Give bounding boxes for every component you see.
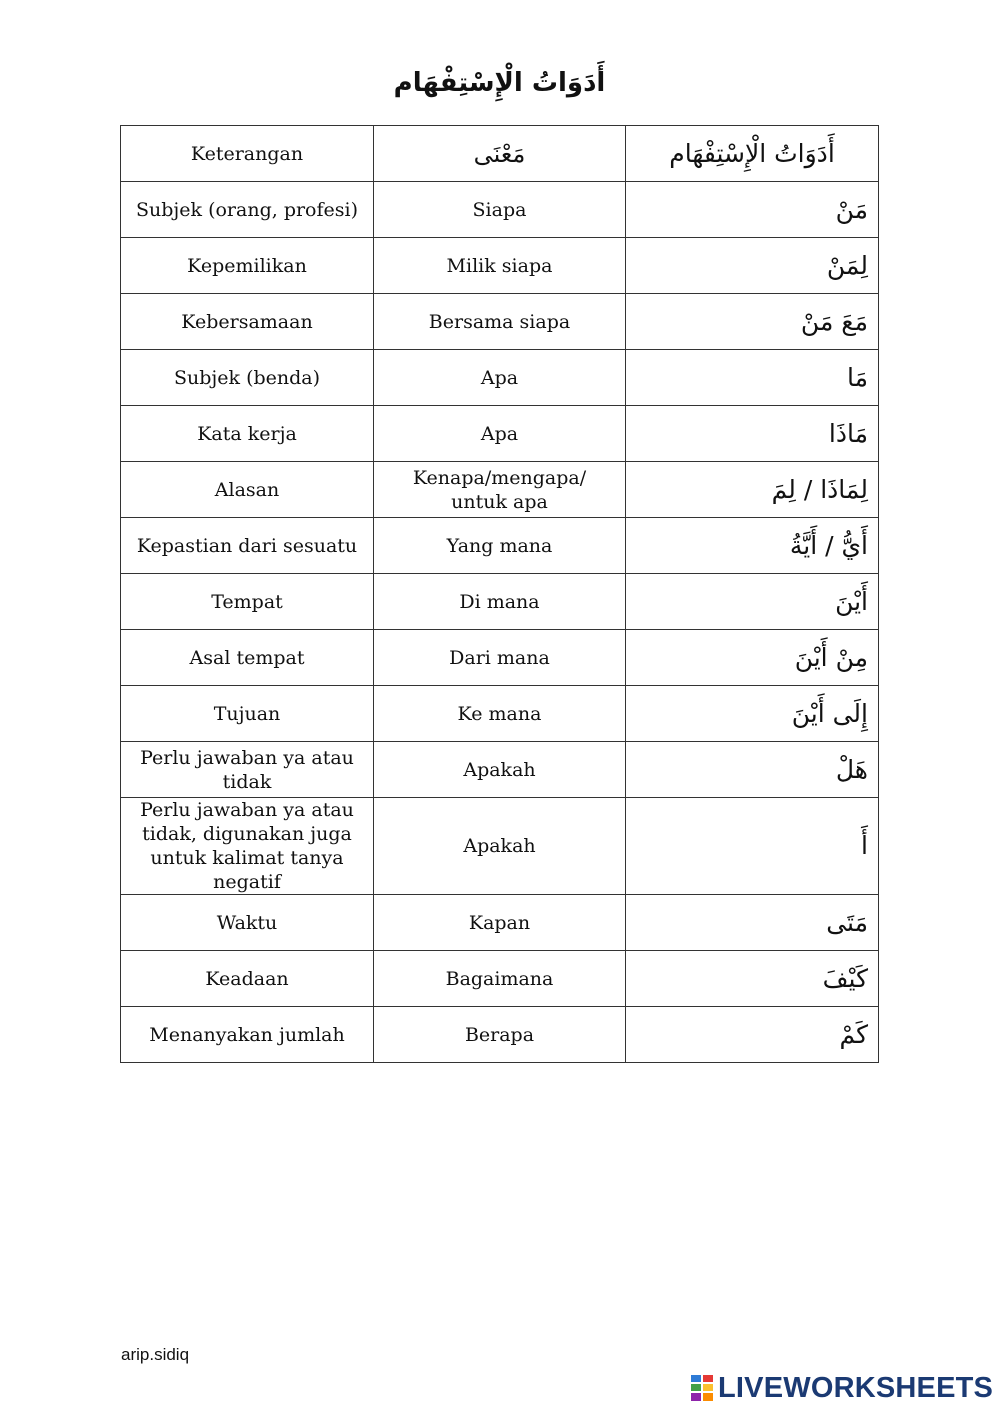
row-keterangan: Subjek (benda) [121, 350, 374, 406]
row-arabic: كَمْ [626, 1007, 879, 1063]
brand-wordmark: LIVEWORKSHEETS [718, 1371, 994, 1404]
row-keterangan: Tempat [121, 574, 374, 630]
logo-block [691, 1393, 701, 1401]
table-row [121, 182, 879, 238]
row-makna: Apa [374, 406, 626, 462]
row-makna: Apa [374, 350, 626, 406]
row-keterangan: Kata kerja [121, 406, 374, 462]
row-arabic: إِلَى أَيْنَ [626, 686, 879, 742]
row-makna: Kenapa/mengapa/ untuk apa [374, 462, 626, 518]
header-adawat: أَدَوَاتُ الْإِسْتِفْهَام [626, 126, 879, 182]
row-arabic: أَيْنَ [626, 574, 879, 630]
row-keterangan: Menanyakan jumlah [121, 1007, 374, 1063]
row-arabic: أَيُّ / أَيَّةُ [626, 518, 879, 574]
row-makna: Bagaimana [374, 951, 626, 1007]
header-makna: مَعْنَى [374, 126, 626, 182]
liveworksheets-logo-icon [690, 1374, 714, 1402]
table-row [121, 462, 879, 518]
row-keterangan: Perlu jawaban ya atau tidak, digunakan juga untuk kalimat tanya negatif [121, 798, 374, 895]
row-arabic: مَنْ [626, 182, 879, 238]
row-keterangan: Tujuan [121, 686, 374, 742]
logo-block [691, 1375, 701, 1382]
row-makna: Apakah [374, 742, 626, 798]
row-arabic: مَعَ مَنْ [626, 294, 879, 350]
row-keterangan: Perlu jawaban ya atau tidak [121, 742, 374, 798]
logo-block [691, 1384, 701, 1391]
row-keterangan: Kepemilikan [121, 238, 374, 294]
row-makna: Ke mana [374, 686, 626, 742]
logo-block [703, 1393, 713, 1401]
row-arabic: مَتَى [626, 895, 879, 951]
table-row [121, 294, 879, 350]
table-row [121, 518, 879, 574]
table-row [121, 630, 879, 686]
row-arabic: كَيْفَ [626, 951, 879, 1007]
row-makna: Siapa [374, 182, 626, 238]
liveworksheets-brand[interactable] [690, 1370, 993, 1406]
table-row [121, 686, 879, 742]
table-header-row [121, 126, 879, 182]
row-makna: Milik siapa [374, 238, 626, 294]
row-makna: Kapan [374, 895, 626, 951]
row-makna: Berapa [374, 1007, 626, 1063]
row-arabic: لِمَنْ [626, 238, 879, 294]
logo-block [703, 1384, 713, 1391]
page-title: أَدَوَاتُ الْإِسْتِفْهَام [393, 68, 606, 98]
row-makna: Di mana [374, 574, 626, 630]
row-arabic: أَ [626, 798, 879, 895]
row-keterangan: Kebersamaan [121, 294, 374, 350]
table-row [121, 574, 879, 630]
table-row [121, 951, 879, 1007]
table-row [121, 895, 879, 951]
row-arabic: مَاذَا [626, 406, 879, 462]
row-keterangan: Waktu [121, 895, 374, 951]
row-makna: Yang mana [374, 518, 626, 574]
row-keterangan: Alasan [121, 462, 374, 518]
table-row [121, 350, 879, 406]
row-makna: Bersama siapa [374, 294, 626, 350]
interrogative-table [120, 125, 879, 1063]
logo-block [703, 1375, 713, 1382]
row-keterangan: Keadaan [121, 951, 374, 1007]
row-keterangan: Kepastian dari sesuatu [121, 518, 374, 574]
table-row [121, 1007, 879, 1063]
row-arabic: هَلْ [626, 742, 879, 798]
row-arabic: لِمَاذَا / لِمَ [626, 462, 879, 518]
row-arabic: مِنْ أَيْنَ [626, 630, 879, 686]
header-keterangan: Keterangan [121, 126, 374, 182]
row-keterangan: Asal tempat [121, 630, 374, 686]
row-arabic: مَا [626, 350, 879, 406]
row-makna: Dari mana [374, 630, 626, 686]
row-makna: Apakah [374, 798, 626, 895]
table-row [121, 742, 879, 798]
table-row [121, 406, 879, 462]
table-row [121, 238, 879, 294]
author-credit: arip.sidiq [121, 1345, 190, 1364]
table-row [121, 798, 879, 895]
row-keterangan: Subjek (orang, profesi) [121, 182, 374, 238]
